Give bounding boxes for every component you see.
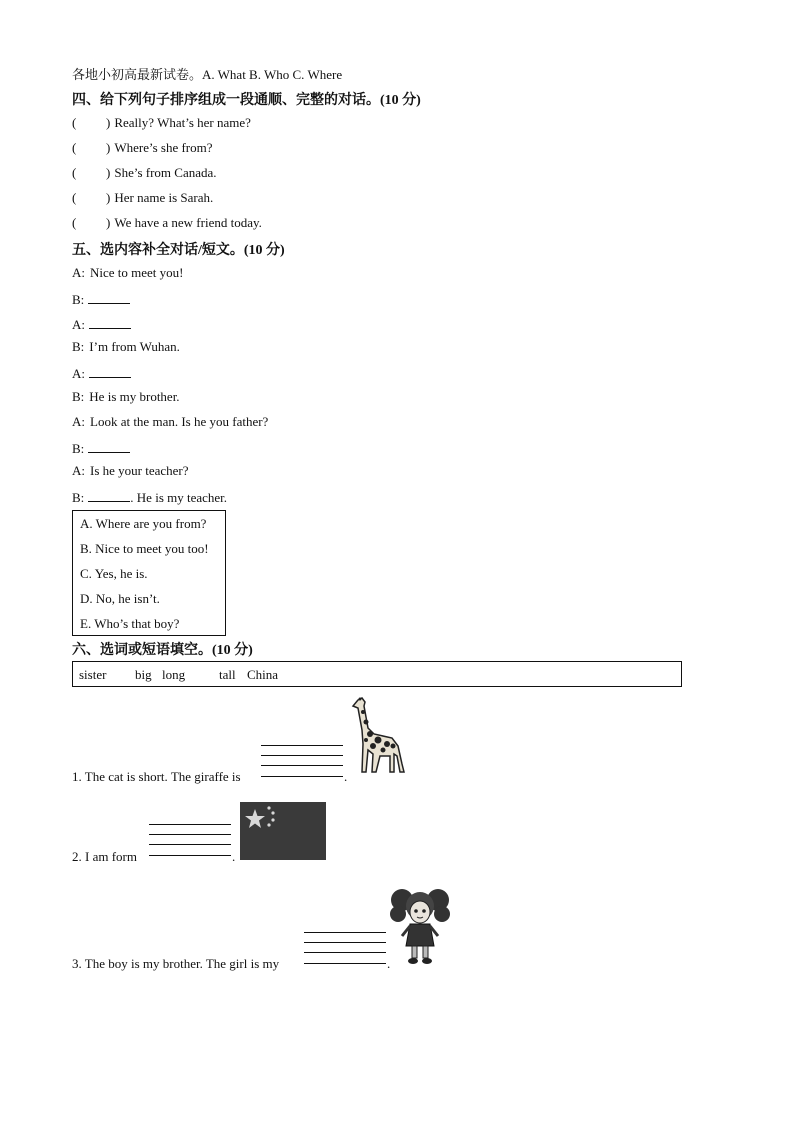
question-1-end: . xyxy=(344,769,348,784)
word-tall: tall xyxy=(219,667,236,682)
speaker-label: A: xyxy=(72,463,85,479)
speaker-label: B: xyxy=(72,291,85,307)
word-long: long xyxy=(162,667,186,682)
giraffe-image xyxy=(348,694,406,776)
answer-blank[interactable] xyxy=(89,315,131,329)
dialogue-text: Look at the man. Is he you father? xyxy=(90,413,269,429)
dialogue-text: I’m from Wuhan. xyxy=(89,339,180,355)
answer-blank[interactable] xyxy=(88,488,130,502)
ordering-item-text: Her name is Sarah. xyxy=(114,190,214,205)
dialogue-text: Nice to meet you! xyxy=(90,265,184,280)
girl-image xyxy=(388,884,452,966)
ordering-item-text: She’s from Canada. xyxy=(114,165,217,180)
option-a: A. Where are you from? xyxy=(80,516,207,531)
ordering-item xyxy=(72,190,213,206)
ordering-item xyxy=(72,115,251,131)
options-box xyxy=(72,510,226,636)
answer-blank[interactable] xyxy=(89,364,131,378)
answer-paren-open[interactable]: ( xyxy=(72,215,77,230)
question-2 xyxy=(72,849,137,865)
ordering-item-text: Really? What’s her name? xyxy=(114,115,251,130)
answer-blank[interactable] xyxy=(88,439,130,453)
word-sister: sister xyxy=(79,667,107,682)
answer-paren-close: ) xyxy=(106,165,111,180)
speaker-label: A: xyxy=(72,265,85,280)
question-2-end: . xyxy=(232,849,236,864)
answer-paren-open[interactable]: ( xyxy=(72,115,77,130)
question-1-text: 1. The cat is short. The giraffe is xyxy=(72,769,241,784)
ordering-item-text: We have a new friend today. xyxy=(114,215,262,230)
ordering-item xyxy=(72,165,217,181)
dialogue-text: Is he your teacher? xyxy=(90,463,189,479)
speaker-label: B: xyxy=(72,490,85,506)
question-1 xyxy=(72,769,241,785)
dialogue-line xyxy=(72,290,130,308)
dialogue-line xyxy=(72,488,227,506)
word-china: China xyxy=(247,667,279,682)
answer-paren-close: ) xyxy=(106,190,111,205)
dialogue-text: . He is my teacher. xyxy=(130,490,228,506)
dialogue-line xyxy=(72,339,180,355)
dialogue-line xyxy=(72,364,131,382)
speaker-label: A: xyxy=(72,366,85,382)
answer-paren-close: ) xyxy=(106,140,111,155)
question-2-text: 2. I am form xyxy=(72,849,137,864)
question-3-end: . xyxy=(387,956,391,971)
ordering-item xyxy=(72,215,262,231)
section5-title: 五、选内容补全对话/短文。(10 分) xyxy=(72,243,285,258)
section4-title: 四、给下列句子排序组成一段通顺、完整的对话。(10 分) xyxy=(72,93,421,108)
china-flag-image xyxy=(240,802,326,860)
option-b: B. Nice to meet you too! xyxy=(80,541,209,556)
speaker-label: B: xyxy=(72,339,85,355)
speaker-label: B: xyxy=(72,440,85,456)
dialogue-line xyxy=(72,389,180,405)
dialogue-line xyxy=(72,463,189,479)
speaker-label: A: xyxy=(72,413,85,429)
question-3-text: 3. The boy is my brother. The girl is my xyxy=(72,956,280,971)
speaker-label: A: xyxy=(72,316,85,332)
answer-paren-open[interactable]: ( xyxy=(72,140,77,155)
dialogue-line xyxy=(72,265,184,281)
answer-paren-open[interactable]: ( xyxy=(72,165,77,180)
ordering-item xyxy=(72,140,213,156)
option-e: E. Who’s that boy? xyxy=(80,616,180,631)
section6-title: 六、选词或短语填空。(10 分) xyxy=(72,643,253,658)
dialogue-line xyxy=(72,315,131,333)
answer-blank[interactable] xyxy=(88,290,130,304)
ordering-item-text: Where’s she from? xyxy=(114,140,213,155)
dialogue-line xyxy=(72,414,268,430)
word-big: big xyxy=(135,667,152,682)
header-line: 各地小初高最新试卷。A. What B. Who C. Where xyxy=(72,67,343,82)
answer-paren-close: ) xyxy=(106,115,111,130)
dialogue-text: He is my brother. xyxy=(89,389,180,404)
option-c: C. Yes, he is. xyxy=(80,566,148,581)
option-d: D. No, he isn’t. xyxy=(80,591,160,606)
word-bank xyxy=(72,661,682,687)
question-3 xyxy=(72,956,279,972)
speaker-label: B: xyxy=(72,389,85,404)
dialogue-line xyxy=(72,439,130,457)
answer-paren-close: ) xyxy=(106,215,111,230)
answer-paren-open[interactable]: ( xyxy=(72,190,77,205)
